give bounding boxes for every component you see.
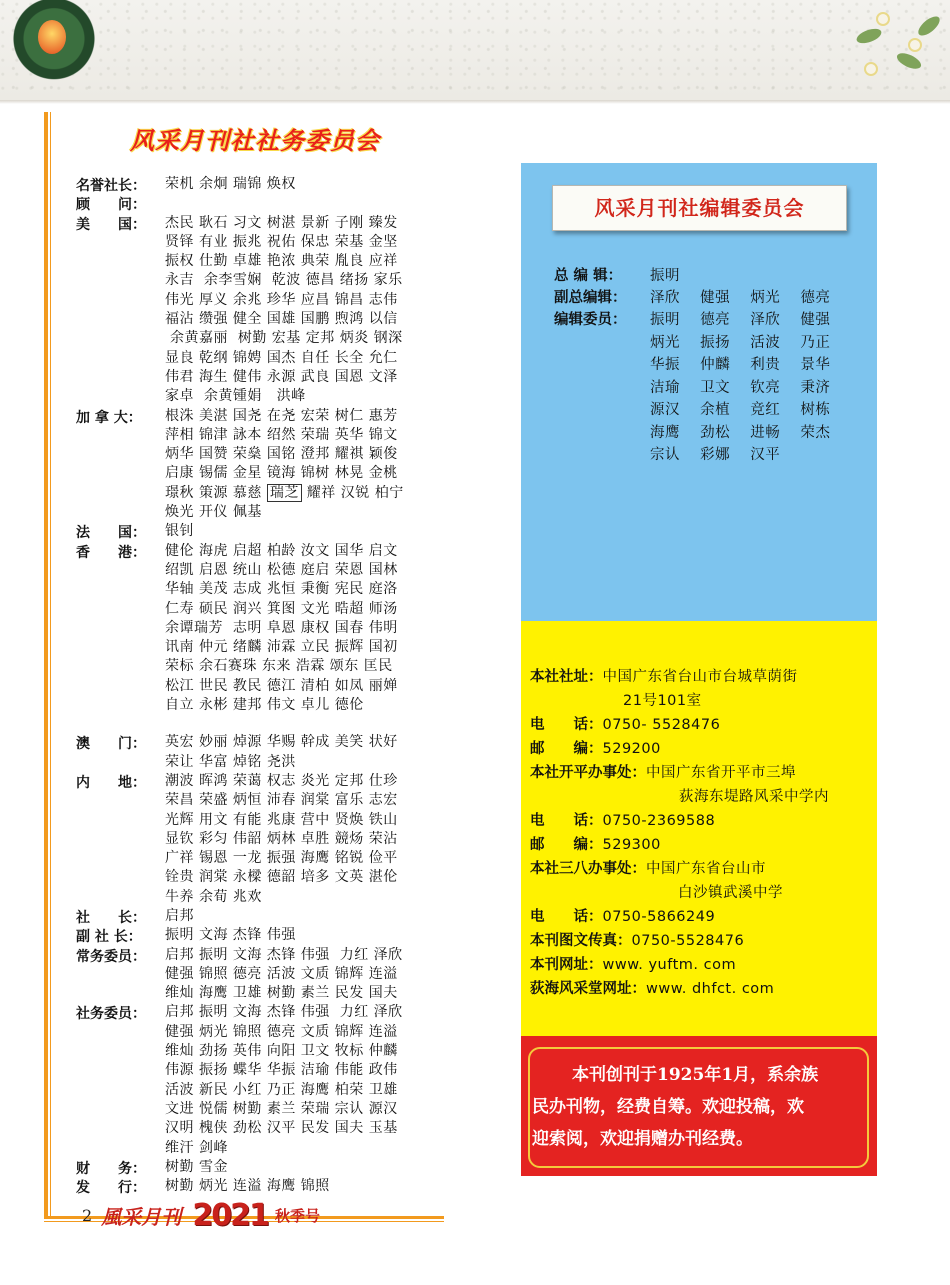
boxed-name: 瑞芝: [267, 484, 302, 502]
roster-label: 内 地：: [76, 774, 146, 791]
roster-line: 萍相 锦津 詠本 绍然 荣瑞 英华 锦文: [165, 426, 398, 443]
roster-line: 光辉 用文 有能 兆康 营中 贤焕 铁山: [165, 811, 398, 828]
contact-row: [530, 929, 875, 953]
contact-value: 529200: [602, 741, 661, 757]
contact-panel: [521, 621, 877, 1036]
lantern-icon: [8, 0, 100, 86]
roster-line: 荣昌 荣盛 炳恒 沛春 润棠 富乐 志宏: [165, 792, 398, 809]
roster-label: 社务委员：: [76, 1006, 146, 1023]
editorial-label: 编辑委员：: [554, 312, 627, 328]
roster-line: 余黄嘉丽 树勤 宏基 定邦 炳炎 钢深: [165, 330, 403, 347]
contact-label: 电 话：: [530, 717, 603, 733]
contact-row: [530, 953, 875, 977]
editorial-names: 宗认 彩娜 汉平: [650, 447, 781, 463]
roster-line: [165, 194, 476, 213]
editorial-names: 振明: [650, 268, 680, 284]
roster-group: [76, 907, 476, 926]
contact-list: [530, 665, 875, 1001]
header-band: [0, 0, 950, 100]
editorial-panel: [521, 163, 877, 621]
roster-line: 启康 锡儒 金星 镜海 锦树 林晃 金桃: [165, 465, 398, 482]
roster-line: 荣让 华富 焯铭 尧洪: [165, 753, 296, 770]
editorial-names: 源汉 余植 竞红 树栋: [650, 402, 831, 418]
editorial-names: 炳光 振扬 活波 乃正: [650, 334, 831, 351]
roster-group: [76, 1177, 476, 1196]
contact-label: 邮 编：: [530, 741, 603, 757]
roster-line: 根洙 美湛 国尧 在尧 宏荣 树仁 惠芳: [165, 407, 398, 424]
council-heading: 风采月刊社社务委员会: [130, 126, 380, 155]
roster-line: 健伦 海虎 启超 柏龄 汝文 国华 启文: [165, 542, 398, 559]
notice-panel: [521, 1036, 877, 1176]
notice-line: 迎索阅，欢迎捐赠办刊经费。: [532, 1129, 753, 1149]
notice-text: [532, 1059, 868, 1155]
council-roster: [76, 175, 476, 1196]
roster-line: 绍凯 启恩 统山 松德 庭启 荣恩 国林: [165, 561, 398, 578]
roster-label: 发 行：: [76, 1180, 146, 1197]
editorial-names: 洁瑜 卫文 钦亮 秉济: [650, 379, 831, 396]
roster-line: 启邦: [165, 907, 194, 924]
contact-label: 本刊图文传真：: [530, 933, 632, 949]
editorial-names: 泽欣 健强 炳光 德亮: [650, 289, 831, 306]
editorial-names: 华振 仲麟 利贵 景华: [650, 357, 831, 373]
roster-line: 永吉 余李雪娴 乾波 德昌 绪扬 家乐: [165, 272, 403, 289]
contact-row: [530, 689, 875, 713]
contact-label: 荻海风采堂网址：: [530, 981, 646, 997]
roster-line: 健强 锦照 德亮 活波 文质 锦辉 连溢: [165, 965, 398, 982]
roster-line: 启邦 振明 文海 杰锋 伟强 力红 泽欣: [165, 946, 403, 963]
roster-line: 华轴 美茂 志成 兆恒 秉衡 宪民 庭洛: [165, 581, 398, 598]
roster-line: 潮波 晖鸿 荣蔼 权志 炎光 定邦 仕珍: [165, 772, 398, 789]
issue-season: 秋季号: [274, 1207, 320, 1225]
roster-group: [76, 542, 476, 716]
contact-value: 中国广东省台山市台城草荫街: [602, 669, 798, 685]
roster-label: 名誉社长：: [76, 178, 146, 194]
issue-year: 2021: [192, 1198, 268, 1233]
notice-frame: [528, 1047, 869, 1168]
roster-line: 炳华 国赞 荣燊 国铭 澄邦 耀祺 颖俊: [165, 446, 398, 463]
editorial-label: 副总编辑：: [554, 289, 627, 306]
roster-label: 加 拿 大：: [76, 409, 142, 426]
contact-row: [530, 713, 875, 737]
flower-branch-icon: [846, 0, 946, 95]
roster-line: 讯南 仲元 绪麟 沛霖 立民 振辉 国初: [165, 639, 398, 656]
roster-line: 松江 世民 教民 德江 清柏 如凤 丽婵: [165, 677, 398, 694]
roster-line: 维灿 海鹰 卫雄 树勤 素兰 民发 国夫: [165, 985, 398, 1002]
roster-label: 香 港：: [76, 544, 146, 561]
contact-value: 0750-5866249: [602, 909, 716, 925]
roster-line: 荣标 余石赛珠 东来 浩霖 颂东 匡民: [165, 658, 393, 675]
roster-line: 荣机 余炯 瑞锦 焕权: [165, 176, 296, 192]
editorial-title: 风采月刊社编辑委员会: [552, 185, 847, 231]
roster-label: 社 长：: [76, 909, 146, 926]
left-vertical-rule: [44, 112, 48, 1217]
roster-line: 维汗 剑峰: [165, 1139, 228, 1156]
contact-value: 529300: [602, 837, 661, 853]
roster-line: 银钊: [165, 523, 194, 540]
roster-line: 汉明 槐侠 劲松 汉平 民发 国夫 玉基: [165, 1120, 398, 1137]
contact-label: 本刊网址：: [530, 957, 603, 973]
roster-group: [76, 946, 476, 1004]
roster-group: [76, 407, 476, 523]
roster-line: 文进 悦儒 树勤 素兰 荣瑞 宗认 源汉: [165, 1100, 398, 1117]
roster-line: 显良 乾纲 锦娉 国杰 自任 长全 允仁: [165, 349, 398, 366]
page-number: 2: [82, 1206, 93, 1225]
roster-line: 树勤 炳光 连溢 海鹰 锦照: [165, 1178, 330, 1195]
roster-line: 牛养 余荀 兆欢: [165, 888, 262, 905]
contact-value: 0750-2369588: [602, 813, 716, 829]
roster-line: 璟秋 策源 慕慈 瑞芝 耀祥 汉锐 柏宁: [165, 484, 404, 501]
contact-label: 邮 编：: [530, 837, 603, 853]
roster-label: 副 社 长：: [76, 929, 142, 946]
contact-value: 21号101室: [623, 693, 702, 709]
contact-value: 白沙镇武溪中学: [678, 885, 783, 901]
roster-line: 余谭瑞芳 志明 阜恩 康权 国春 伟明: [165, 619, 398, 636]
roster-label: 常务委员：: [76, 948, 146, 965]
contact-row: [530, 905, 875, 929]
roster-group: [76, 772, 476, 907]
roster-line: 仁寿 硕民 润兴 箕图 文光 晧超 师汤: [165, 600, 398, 617]
roster-group: [76, 194, 476, 213]
contact-row: [530, 737, 875, 761]
roster-line: 健强 炳光 锦照 德亮 文质 锦辉 连溢: [165, 1023, 398, 1040]
header-divider: [0, 100, 950, 104]
contact-row: [530, 833, 875, 857]
editorial-names: 振明 德亮 泽欣 健强: [650, 312, 831, 328]
contact-value: 0750- 5528476: [602, 717, 721, 733]
left-vertical-rule-thin: [50, 112, 51, 1217]
roster-line: 伟光 厚义 余兆 珍华 应昌 锦昌 志伟: [165, 291, 398, 308]
roster-line: 杰民 耿石 习文 树湛 景新 子刚 臻发: [165, 214, 398, 231]
contact-value: www. dhfct. com: [646, 981, 775, 997]
roster-line: 振明 文海 杰锋 伟强: [165, 927, 296, 944]
notice-line: 民办刊物，经费自筹。欢迎投稿，欢: [532, 1097, 804, 1117]
roster-line: 振权 仕勤 卓雄 艳浓 典荣 胤良 应祥: [165, 253, 398, 270]
roster-line: 铨贵 润棠 永樑 德韶 培多 文英 湛伦: [165, 869, 398, 886]
contact-row: [530, 881, 875, 905]
roster-label: 法 国：: [76, 525, 146, 542]
roster-label: 美 国：: [76, 216, 146, 233]
roster-line: 伟君 海生 健伟 永源 武良 国恩 文泽: [165, 368, 398, 385]
contact-row: [530, 761, 875, 785]
roster-line: 显钦 彩匀 伟韶 炳林 卓胜 競炀 荣沾: [165, 830, 398, 847]
contact-label: 本社社址：: [530, 669, 603, 685]
page-footer: [82, 1198, 320, 1233]
contact-row: [530, 665, 875, 689]
roster-group: [76, 1003, 476, 1157]
contact-label: 电 话：: [530, 909, 603, 925]
roster-label: 澳 门：: [76, 736, 146, 753]
roster-line: 树勤 雪金: [165, 1158, 228, 1175]
contact-row: [530, 785, 875, 809]
roster-group: [76, 214, 476, 407]
contact-row: [530, 857, 875, 881]
magazine-name: 風采月刊: [101, 1205, 182, 1229]
editorial-label: 总 编 辑：: [554, 268, 623, 284]
roster-group: [76, 926, 476, 945]
roster-label: 顾 问：: [76, 197, 146, 214]
roster-line: 伟源 振扬 蝶华 华振 洁瑜 伟能 政伟: [165, 1062, 398, 1079]
contact-value: 中国广东省台山市: [646, 861, 766, 877]
contact-label: 本社开平办事处：: [530, 765, 646, 781]
roster-group: [76, 522, 476, 541]
roster-line: 家卓 余黄锺娟 洪峰: [165, 388, 306, 405]
roster-line: 自立 永彬 建邦 伟文 卓儿 德伦: [165, 697, 364, 714]
editorial-names: 海鹰 劲松 进畅 荣杰: [650, 424, 831, 441]
contact-value: www. yuftm. com: [602, 957, 737, 973]
roster-group: [76, 1158, 476, 1177]
contact-label: 电 话：: [530, 813, 603, 829]
roster-line: 贤铎 有业 振兆 祝佑 保忠 荣基 金坚: [165, 233, 398, 250]
roster-line: 英宏 妙丽 焯源 华赐 幹成 美笑 状好: [165, 734, 398, 751]
roster-line: 广祥 锡恩 一龙 振强 海鹰 铭锐 俭平: [165, 850, 398, 867]
roster-label: 财 务：: [76, 1160, 146, 1177]
notice-line: 本刊创刊于1925年1月，系余族: [572, 1065, 819, 1085]
contact-label: 本社三八办事处：: [530, 861, 646, 877]
contact-value: 中国广东省开平市三埠: [646, 765, 796, 781]
roster-line: 焕光 开仪 佩基: [165, 504, 262, 521]
contact-row: [530, 809, 875, 833]
roster-group: [76, 175, 476, 194]
roster-line: 启邦 振明 文海 杰锋 伟强 力红 泽欣: [165, 1004, 403, 1021]
roster-line: 福沾 缵强 健全 国雄 国鹏 煦鸿 以信: [165, 311, 398, 328]
roster-line: 活波 新民 小红 乃正 海鹰 柏荣 卫雄: [165, 1081, 398, 1098]
roster-line: 维灿 劲扬 英伟 向阳 卫文 牧标 仲麟: [165, 1043, 398, 1060]
contact-row: [530, 977, 875, 1001]
contact-value: 0750-5528476: [631, 933, 745, 949]
contact-value: 荻海东堤路风采中学内: [679, 789, 829, 805]
roster-group: [76, 733, 476, 772]
